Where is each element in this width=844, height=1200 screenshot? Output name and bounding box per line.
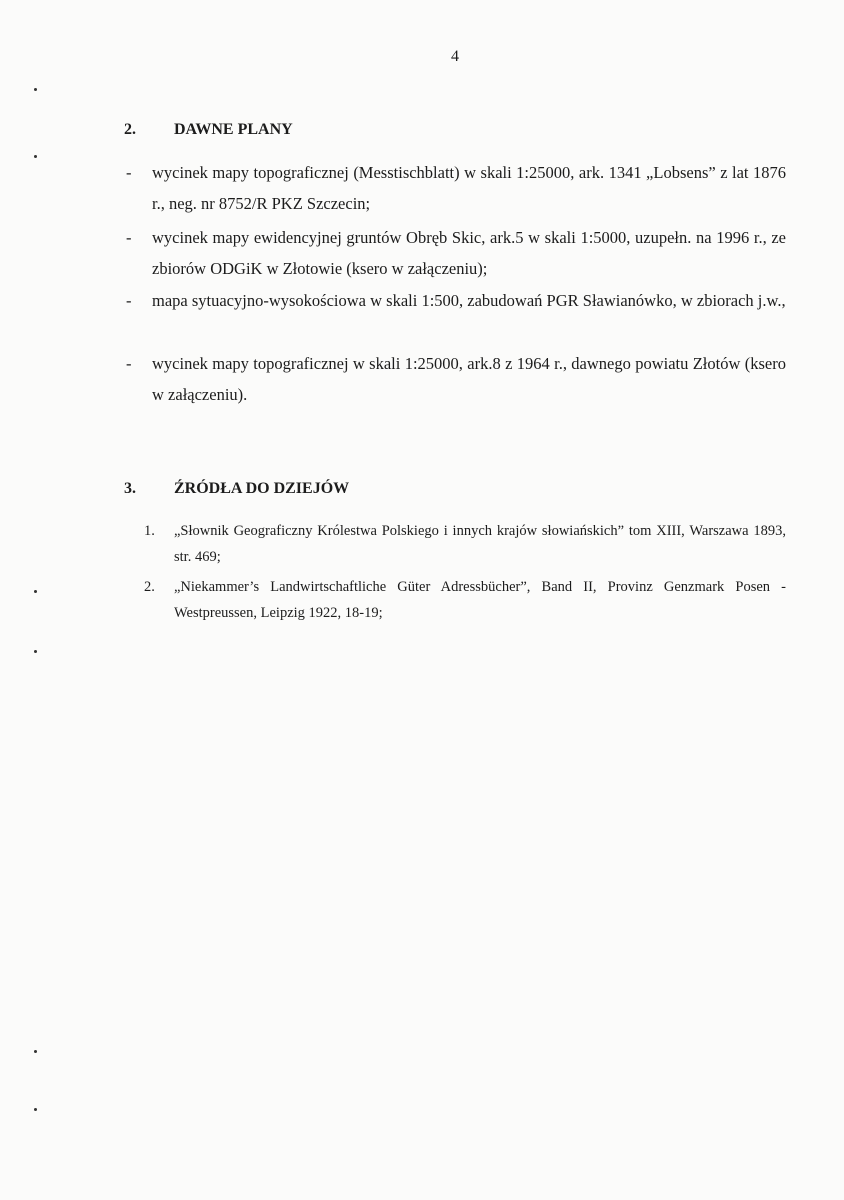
list-marker: - [126,291,132,310]
list-marker: 1. [144,523,155,539]
scan-speck [34,88,37,91]
section-number: 3. [124,480,136,497]
scan-speck [34,1050,37,1053]
list-item [126,285,786,316]
section-title: DAWNE PLANY [174,121,293,138]
list-marker: - [126,228,132,247]
list-item-text: „Słownik Geograficzny Królestwa Polskiego i innych krajów słowiańskich” tom XIII, Warszawa 1893, str. 469; [174,523,786,565]
list-item-text: „Niekammer’s Landwirtschaftliche Güter Adressbücher”, Band II, Provinz Genzmark Posen - Westpreussen, Leipzig 1922, 18-19; [174,579,786,621]
list-item [126,348,786,410]
page-number: 4 [451,48,459,65]
list-marker: - [126,163,132,182]
scan-speck [34,650,37,653]
list-marker: - [126,354,132,373]
list-marker: 2. [144,579,155,595]
list-item [144,574,786,626]
section-heading-dawne-plany [124,121,293,139]
list-item [126,222,786,284]
section-title: ŹRÓDŁA DO DZIEJÓW [174,480,350,497]
list-item-text: mapa sytuacyjno-wysokościowa w skali 1:500, zabudowań PGR Sławianówko, w zbiorach j.w., [152,291,786,310]
scan-speck [34,155,37,158]
scan-speck [34,1108,37,1111]
list-item-text: wycinek mapy ewidencyjnej gruntów Obręb Skic, ark.5 w skali 1:5000, uzupełn. na 1996 r., ze zbiorów ODGiK w Złotowie (ksero w załączeniu); [152,228,786,278]
list-item [144,518,786,570]
list-item-text: wycinek mapy topograficznej (Messtischblatt) w skali 1:25000, ark. 1341 „Lobsens” z lat 1876 r., neg. nr 8752/R PKZ Szczecin; [152,163,786,213]
list-item [126,157,786,219]
scan-speck [34,590,37,593]
section-number: 2. [124,121,136,138]
section-heading-zrodla [124,480,349,498]
list-item-text: wycinek mapy topograficznej w skali 1:25000, ark.8 z 1964 r., dawnego powiatu Złotów (ksero w załączeniu). [152,354,786,404]
